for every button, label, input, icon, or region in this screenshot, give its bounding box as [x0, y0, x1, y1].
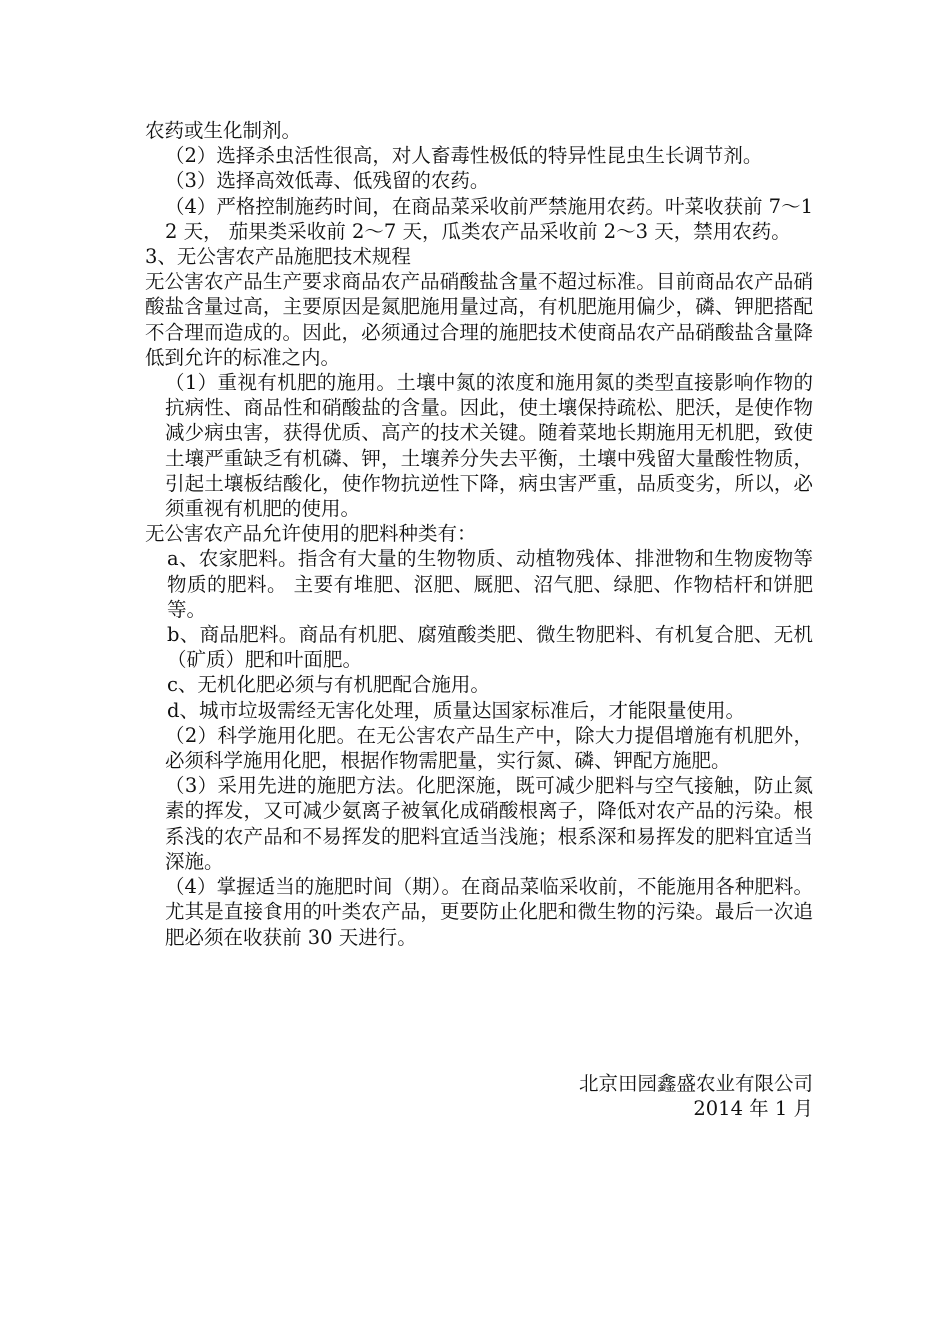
- list-item-b: b、商品肥料。商品有机肥、腐殖酸类肥、微生物肥料、有机复合肥、无机（矿质）肥和叶面肥。: [167, 623, 813, 672]
- paragraph-intro: 无公害农产品生产要求商品农产品硝酸盐含量不超过标准。目前商品农产品硝酸盐含量过高，主要原因是氮肥施用量过高，有机肥施用偏少，磷、钾肥搭配不合理而造成的。因此，必须通过合理的施肥技术使商品农产品硝酸盐含量降低到允许的标准之内。: [145, 270, 813, 369]
- paragraph-continuation: 农药或生化制剂。: [145, 119, 302, 142]
- list-item-d: d、城市垃圾需经无害化处理，质量达国家标准后，才能限量使用。: [167, 698, 745, 722]
- list-item-c: c、无机化肥必须与有机肥配合施用。: [167, 673, 490, 697]
- company-name: 北京田园鑫盛农业有限公司: [578, 1072, 813, 1095]
- document-body: [145, 118, 813, 950]
- paragraph-item-4: （4）严格控制施药时间，在商品菜采收前严禁施用农药。叶菜收获前 7～12 天， 茄果类采收前 2～7 天，瓜类农产品采收前 2～3 天，禁用农药。: [165, 194, 813, 243]
- paragraph-item-3: （3）选择高效低毒、低残留的农药。: [165, 169, 490, 193]
- paragraph-fertilizer-types: 无公害农产品允许使用的肥料种类有：: [145, 522, 477, 546]
- paragraph-fertilizing-method: （3）采用先进的施肥方法。化肥深施，既可减少肥料与空气接触，防止氮素的挥发，又可减少氨离子被氧化成硝酸根离子，降低对农产品的污染。根系浅的农产品和不易挥发的肥料宜适当浅施；根系深和易挥发的肥料宜适当深施。: [165, 774, 813, 873]
- paragraph-fertilizing-time: （4）掌握适当的施肥时间（期）。在商品菜临采收前，不能施用各种肥料。尤其是直接食用的叶类农产品，更要防止化肥和微生物的污染。最后一次追肥必须在收获前 30 天进行。: [165, 875, 813, 949]
- signature-block: [513, 1071, 813, 1121]
- signature-date: 2014 年 1 月: [693, 1097, 813, 1121]
- paragraph-item-2: （2）选择杀虫活性很高，对人畜毒性极低的特异性昆虫生长调节剂。: [165, 144, 763, 168]
- section-heading: 3、无公害农产品施肥技术规程: [145, 245, 411, 269]
- list-item-a: a、农家肥料。指含有大量的生物物质、动植物残体、排泄物和生物废物等物质的肥料。 主要有堆肥、沤肥、厩肥、沼气肥、绿肥、作物桔杆和饼肥等。: [167, 547, 813, 621]
- paragraph-organic-fertilizer: （1）重视有机肥的施用。土壤中氮的浓度和施用氮的类型直接影响作物的抗病性、商品性和硝酸盐的含量。因此，使土壤保持疏松、肥沃，是使作物减少病虫害，获得优质、高产的技术关键。随着菜地长期施用无机肥，致使土壤严重缺乏有机磷、钾，土壤养分失去平衡，土壤中残留大量酸性物质，引起土壤板结酸化，使作物抗逆性下降，病虫害严重，品质变劣，所以，必须重视有机肥的使用。: [165, 371, 813, 521]
- paragraph-chemical-fertilizer: （2）科学施用化肥。在无公害农产品生产中，除大力提倡增施有机肥外，必须科学施用化肥，根据作物需肥量，实行氮、磷、钾配方施肥。: [165, 723, 813, 773]
